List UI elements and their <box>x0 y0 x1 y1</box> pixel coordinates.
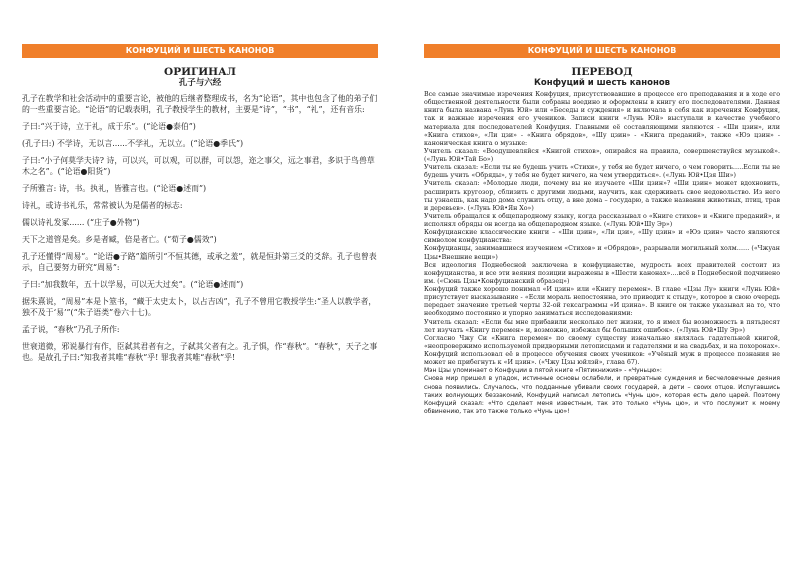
left-paragraph: 子曰:“小子何莫学夫诗? 诗，可以兴，可以观，可以群，可以怨，迩之事父，远之事君，多识于鸟兽草木之名”。(“论语●阳货”) <box>22 156 375 176</box>
right-paragraph: Учитель обращался к общепародному языку, когда рассказывал о «Книге стихов» и «Книге преданий», и исполнял обряды он всегда на общепародном языке. («Лунь Юй•Шу Эр») <box>424 212 780 228</box>
left-paragraph: 诗礼，或诗书礼乐，常常被认为是儒者的标志: <box>22 201 183 210</box>
left-paragraph: 世衰道微，邪说暴行有作，臣弑其君者有之，子弑其父者有之。孔子惧，作“春秋”。“春秋”，天子之事也。是故孔子曰:“知我者其唯“春秋”乎! 罪我者其唯“春秋”乎! <box>22 342 378 362</box>
right-paragraph: Конфуций также хорошо понимал «И цзин» или «Книгу перемен». В главе «Цзы Лу» книги «Лунь Юй» присутствует высказывание - «Если мораль непостоянна, это приводит к стыду», которое в свою очередь передает значение третьей черты 32-ой гексаграммы «И цзина». В книге он также указывал на то, что необходимо постоянно и упорно заниматься исследованиями: <box>424 286 780 318</box>
right-content <box>424 66 780 416</box>
left-banner: КОНФУЦИЙ И ШЕСТЬ КАНОНОВ <box>22 44 378 58</box>
right-paragraph: Конфуцианцы, занимавшиеся изучением «Стихов» и «Обрядов», разрывали могильный холм…… («Чжуан Цзы•Внешние вещи») <box>424 245 780 261</box>
right-title: ПЕРЕВОД <box>571 66 633 78</box>
right-subtitle: Конфуций и шесть канонов <box>533 78 671 88</box>
right-paragraph: Мэн Цзы упоминает о Конфуции в пятой книге «Пятикнижия» - «Чуньцю»: <box>424 367 662 375</box>
left-paragraph: 孔子在教学和社会活动中的重要言论，被他的后继者整理成书，名为“论语”，其中也包含了他的弟子们的一些重要言论。“论语”的记载表明，孔子教授学生的教材，主要是“诗”，“书”，“礼”，还有音乐: <box>22 94 378 114</box>
left-paragraph: 天下之道管是矣。乡是者臧，倍是者亡。(“荀子●儒效”) <box>22 235 217 244</box>
right-paragraph: Учитель сказал: «Если бы мне прибавили несколько лет жизни, то я имел бы возможность в пятьдесят лет изучать «Книгу перемен» и, возможно, избежал бы больших ошибок». («Лунь Юй•Шу Эр») <box>424 318 780 334</box>
left-paragraph: 子曰:“兴于诗，立于礼，成于乐”。(“论语●泰伯”) <box>22 122 196 131</box>
right-paragraph: Конфуцианские классические книги – «Ши цзин», «Ли цзи», «Шу цзин» и «Юэ цзин» часто являются символом конфуцианства: <box>424 229 780 245</box>
right-paragraph: Учитель сказал: «Молодые люди, почему вы не изучаете «Ши цзин»? «Ши цзин» может вдохновить, расширить кругозор, сблизить с другими людьми, научить, как сдерживать свое недовольство. Из него ты узнаешь, как надо дома служить отцу, а вне дома – государю, а также названия животных, птиц, трав и деревьев». («Лунь Юй•Ян Хо») <box>424 180 780 212</box>
left-paragraph: 子曰:“加我数年，五十以学易，可以无大过矣”。(“论语●述而”) <box>22 280 244 289</box>
right-paragraph: Учитель сказал: «Если ты не будешь учить «Стихи», у тебя не будет ничего, о чем говорить…..Если ты не будешь учить «Обряды», у тебя не будет ничего, на чем утвердиться». («Лунь Юй•Цзя Ши») <box>424 164 780 180</box>
right-paragraph: Согласно Чжу Си «Книга перемен» по своему существу изначально являлась гадательной книгой, «неопровержимо используемой придворными летописцами и гадателями и на свадьбах, и на похоронах». Конфуций использовал её в процессе обучения своих учеников: «Учёный муж в процессе познания не может не прибегнуть к «И цзин». («Чжу Цзы юйлэй», глава 67). <box>424 334 780 367</box>
left-subtitle: 孔子与六经 <box>178 78 222 88</box>
left-paragraph: (孔子曰:) 不学诗，无以言......不学礼，无以立。(“论语●季氏”) <box>22 139 244 148</box>
right-paragraph: Учитель сказал: «Воодушевляйся «Книгой стихов», опирайся на правила, совершенствуйся музыкой». («Лунь Юй•Тай Бо») <box>424 147 780 163</box>
left-content <box>22 66 378 369</box>
right-paragraph: Все самые значимые изречения Конфуция, присутствовавшие в процессе его преподавания и в ходе его общественной деятельности были собраны воедино и оформлены в книгу его последователями. Данная книга была названа «Лунь Юй» или «Беседы и суждения» и включала в себя как изречения Конфуция, так и важные изречения его учеников. Записи книги «Лунь Юй» выступали в качестве учебного материала для последователей Конфуция. Главными её составляющими являются - «Ши цзин», или «Книга стихов», «Ли цзи» - «Книга обрядов», «Шу цзин» - «Книга преданий», также «Юэ цзин» - каноническая книга о музыке: <box>424 91 780 147</box>
right-paragraph: Вся идеология Поднебесной заключена в конфуцианстве, мудрость всех правителей состоит из конфуцианства, и все эти веяния позиции выражены в «Шести канонах»….всё в Поднебесной подчинено им. («Сюнь Цзы•Конфуцианский образец») <box>424 261 780 285</box>
left-paragraph: 儒以诗礼发冢...... (“庄子●外物”) <box>22 218 140 227</box>
right-banner: КОНФУЦИЙ И ШЕСТЬ КАНОНОВ <box>424 44 780 58</box>
right-text-body <box>424 91 780 416</box>
left-title: ОРИГИНАЛ <box>164 66 236 78</box>
right-page <box>400 0 800 566</box>
left-paragraph: 孔子还懂得“周易”。“论语●子路”篇所引“不恒其德，或承之羞”，就是恒卦第三爻的爻辞。孔子也曾表示，自己要努力研究“周易”: <box>22 252 377 272</box>
right-paragraph: Снова мир пришел в упадок, истинные основы ослабели, и превратные суждения и бесчеловечные деяния снова появились. Случалось, что подданные убивали своих государей, а дети – своих отцов. Испугавшись таких волнующих беззаконий, Конфуций написал летопись «Чунь цю», которая есть дело царей. Поэтому Конфуций сказал: «Что сделает меня известным, так это только «Чунь цю», и что послужит к моему обвинению, так это также только «Чунь цю»! <box>424 375 780 415</box>
left-paragraph: 孟子说，“春秋”乃孔子所作: <box>22 325 120 334</box>
left-text-body <box>22 93 378 363</box>
left-paragraph: 据朱熹说，“周易”本是卜筮书，“藏于太史太卜，以占吉凶”，孔子不曾用它教授学生:“圣人以教学者，独不及于‘易’”(“朱子语类”卷六十七)。 <box>22 297 377 317</box>
left-paragraph: 子所雅言: 诗，书。执礼，皆雅言也。(“论语●述而”) <box>22 184 207 193</box>
